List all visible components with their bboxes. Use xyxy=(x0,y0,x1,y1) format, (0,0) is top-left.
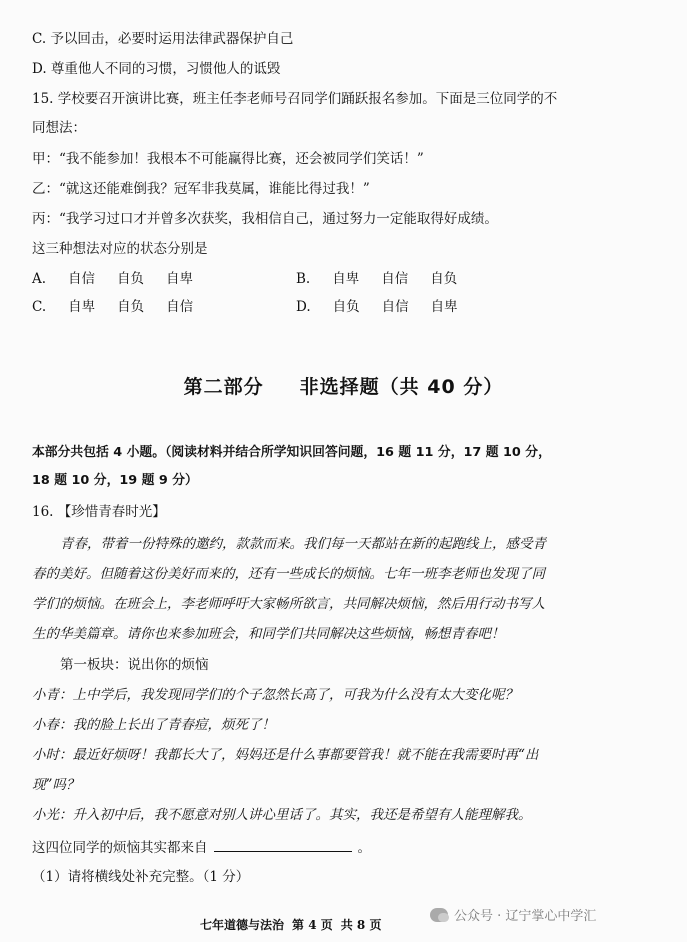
block-1-title: 第一板块：说出你的烦恼 xyxy=(60,657,209,673)
option-letter: D. xyxy=(296,299,311,315)
student-quote: 小青：上中学后，我发现同学们的个子忽然长高了，可我为什么没有太大变化呢？ xyxy=(32,687,518,703)
q15-ask: 这三种想法对应的状态分别是 xyxy=(32,241,208,257)
option-letter: A. xyxy=(32,271,47,287)
section-title-subtitle: 非选择题（共 40 分） xyxy=(299,376,504,398)
option-item: 自负 xyxy=(332,299,360,315)
option-item: 自卑 xyxy=(332,271,360,287)
option-letter: B. xyxy=(296,271,311,287)
option-c-prev: C. 予以回击，必要时运用法律武器保护自己 xyxy=(32,31,294,47)
q16-para: 学们的烦恼。在班会上，李老师呼吁大家畅所欲言，共同解决烦恼，然后用行动书写人 xyxy=(32,596,545,612)
q16-heading: 16. 【珍惜青春时光】 xyxy=(32,504,166,520)
page-footer xyxy=(200,916,389,933)
option-item: 自负 xyxy=(117,299,145,315)
sub-question-1: （1）请将横线处补充完整。（1 分） xyxy=(32,869,250,885)
student-quote: 小光：升入初中后，我不愿意对别人讲心里话了。其实，我还是希望有人能理解我。 xyxy=(32,807,532,823)
fill-in-sentence xyxy=(32,838,371,857)
option-item: 自信 xyxy=(381,271,409,287)
q15-option-b xyxy=(296,270,479,288)
option-d-prev: D. 尊重他人不同的习惯，习惯他人的诋毁 xyxy=(32,61,281,77)
q15-jia: 甲：“我不能参加！我根本不可能赢得比赛，还会被同学们笑话！” xyxy=(32,151,424,167)
fill-suffix: 。 xyxy=(357,840,371,856)
option-item: 自信 xyxy=(68,271,96,287)
q15-stem-cont: 同想法： xyxy=(32,120,86,136)
option-item: 自负 xyxy=(117,271,145,287)
watermark-text: 公众号 · 辽宁掌心中学汇 xyxy=(454,909,597,924)
section-title-part: 第二部分 xyxy=(183,376,264,398)
part2-intro: 本部分共包括 4 小题。（阅读材料并结合所学知识回答问题，16 题 11 分，17 题 10 分， xyxy=(32,445,551,460)
section-title xyxy=(0,372,687,399)
student-quote: 小时：最近好烦呀！我都长大了，妈妈还是什么事都要管我！就不能在我需要时再“出 xyxy=(32,747,539,763)
fill-prefix: 这四位同学的烦恼其实都来自 xyxy=(32,840,208,856)
q16-para: 生的华美篇章。请你也来参加班会，和同学们共同解决这些烦恼，畅想青春吧！ xyxy=(32,626,505,642)
q15-option-a xyxy=(32,270,215,288)
option-item: 自信 xyxy=(381,299,409,315)
q15-option-c xyxy=(32,298,215,316)
answer-blank[interactable] xyxy=(214,838,352,852)
q15-yi: 乙：“就这还能难倒我？冠军非我莫属，谁能比得过我！” xyxy=(32,181,370,197)
q15-bing: 丙：“我学习过口才并曾多次获奖，我相信自己，通过努力一定能取得好成绩。 xyxy=(32,211,498,227)
q15-option-d xyxy=(296,298,480,316)
footer-page: 第 4 页 xyxy=(292,918,333,932)
option-item: 自信 xyxy=(166,299,194,315)
option-letter: C. xyxy=(32,299,47,315)
student-quote: 小春：我的脸上长出了青春痘，烦死了！ xyxy=(32,717,275,733)
q16-para: 青春，带着一份特殊的邀约，款款而来。我们每一天都站在新的起跑线上，感受青 xyxy=(60,536,546,552)
option-item: 自卑 xyxy=(430,299,458,315)
q15-stem: 15. 学校要召开演讲比赛，班主任李老师号召同学们踊跃报名参加。下面是三位同学的不 xyxy=(32,91,558,107)
option-item: 自负 xyxy=(430,271,458,287)
q16-para: 春的美好。但随着这份美好而来的，还有一些成长的烦恼。七年一班李老师也发现了同 xyxy=(32,566,545,582)
wechat-icon xyxy=(430,908,448,922)
student-quote: 现”吗？ xyxy=(32,777,80,793)
option-item: 自卑 xyxy=(166,271,194,287)
option-item: 自卑 xyxy=(68,299,96,315)
watermark xyxy=(430,905,596,924)
footer-subject: 七年道德与法治 xyxy=(200,918,285,932)
part2-intro-cont: 18 题 10 分，19 题 9 分） xyxy=(32,473,198,488)
footer-total: 共 8 页 xyxy=(340,918,382,932)
